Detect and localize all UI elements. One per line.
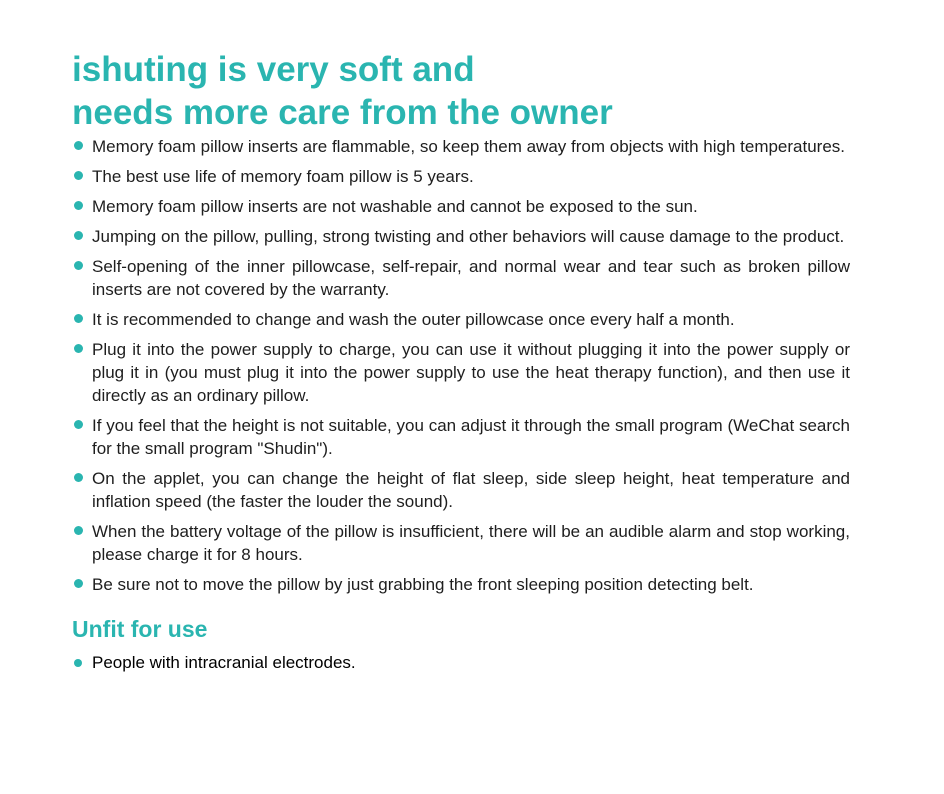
list-item-text: Jumping on the pillow, pulling, strong twisting and other behaviors will cause damage to the product. xyxy=(92,227,845,246)
title-line-2: needs more care from the owner xyxy=(72,93,613,132)
list-item xyxy=(72,195,850,218)
bullet-dot-icon xyxy=(74,314,83,323)
bullet-dot-icon xyxy=(74,171,83,180)
list-item xyxy=(72,225,850,248)
bullet-dot-icon xyxy=(74,201,83,210)
list-item xyxy=(72,414,850,460)
bullet-dot-icon xyxy=(74,420,83,429)
list-item-text: On the applet, you can change the height of flat sleep, side sleep height, heat temperature and inflation speed (the faster the louder the sound). xyxy=(92,469,850,511)
list-item xyxy=(72,255,850,301)
list-item xyxy=(72,651,850,674)
list-item xyxy=(72,165,850,188)
care-list xyxy=(72,135,850,596)
title-line-1: ishuting is very soft and xyxy=(72,50,475,89)
list-item-text: Memory foam pillow inserts are not washable and cannot be exposed to the sun. xyxy=(92,197,698,216)
list-item xyxy=(72,520,850,566)
bullet-dot-icon xyxy=(74,473,83,482)
list-item-text: Plug it into the power supply to charge, you can use it without plugging it into the power supply or plug it in (you must plug it into the power supply to use the heat therapy function), and then use it directly as an ordinary pillow. xyxy=(92,340,850,405)
bullet-dot-icon xyxy=(74,261,83,270)
unfit-heading: Unfit for use xyxy=(72,616,208,642)
list-item-text: People with intracranial electrodes. xyxy=(92,653,356,672)
list-item-text: The best use life of memory foam pillow is 5 years. xyxy=(92,167,474,186)
bullet-dot-icon xyxy=(74,141,83,150)
bullet-dot-icon xyxy=(74,344,83,353)
page-title xyxy=(72,48,850,134)
list-item-text: If you feel that the height is not suitable, you can adjust it through the small program (WeChat search for the small program "Shudin"). xyxy=(92,416,850,458)
list-item xyxy=(72,338,850,407)
care-instructions-page xyxy=(72,48,850,674)
list-item-text: When the battery voltage of the pillow is insufficient, there will be an audible alarm and stop working, please charge it for 8 hours. xyxy=(92,522,850,564)
list-item-text: It is recommended to change and wash the outer pillowcase once every half a month. xyxy=(92,310,735,329)
list-item xyxy=(72,135,850,158)
bullet-dot-icon xyxy=(74,579,83,588)
bullet-dot-icon xyxy=(74,231,83,240)
list-item xyxy=(72,467,850,513)
list-item xyxy=(72,308,850,331)
list-item-text: Be sure not to move the pillow by just grabbing the front sleeping position detecting belt. xyxy=(92,575,754,594)
list-item xyxy=(72,573,850,596)
unfit-list xyxy=(72,651,850,674)
list-item-text: Memory foam pillow inserts are flammable, so keep them away from objects with high temperatures. xyxy=(92,137,846,156)
list-item-text: Self-opening of the inner pillowcase, self-repair, and normal wear and tear such as broken pillow inserts are not covered by the warranty. xyxy=(92,257,850,299)
bullet-dot-icon xyxy=(74,526,83,535)
bullet-dot-icon xyxy=(74,659,82,667)
